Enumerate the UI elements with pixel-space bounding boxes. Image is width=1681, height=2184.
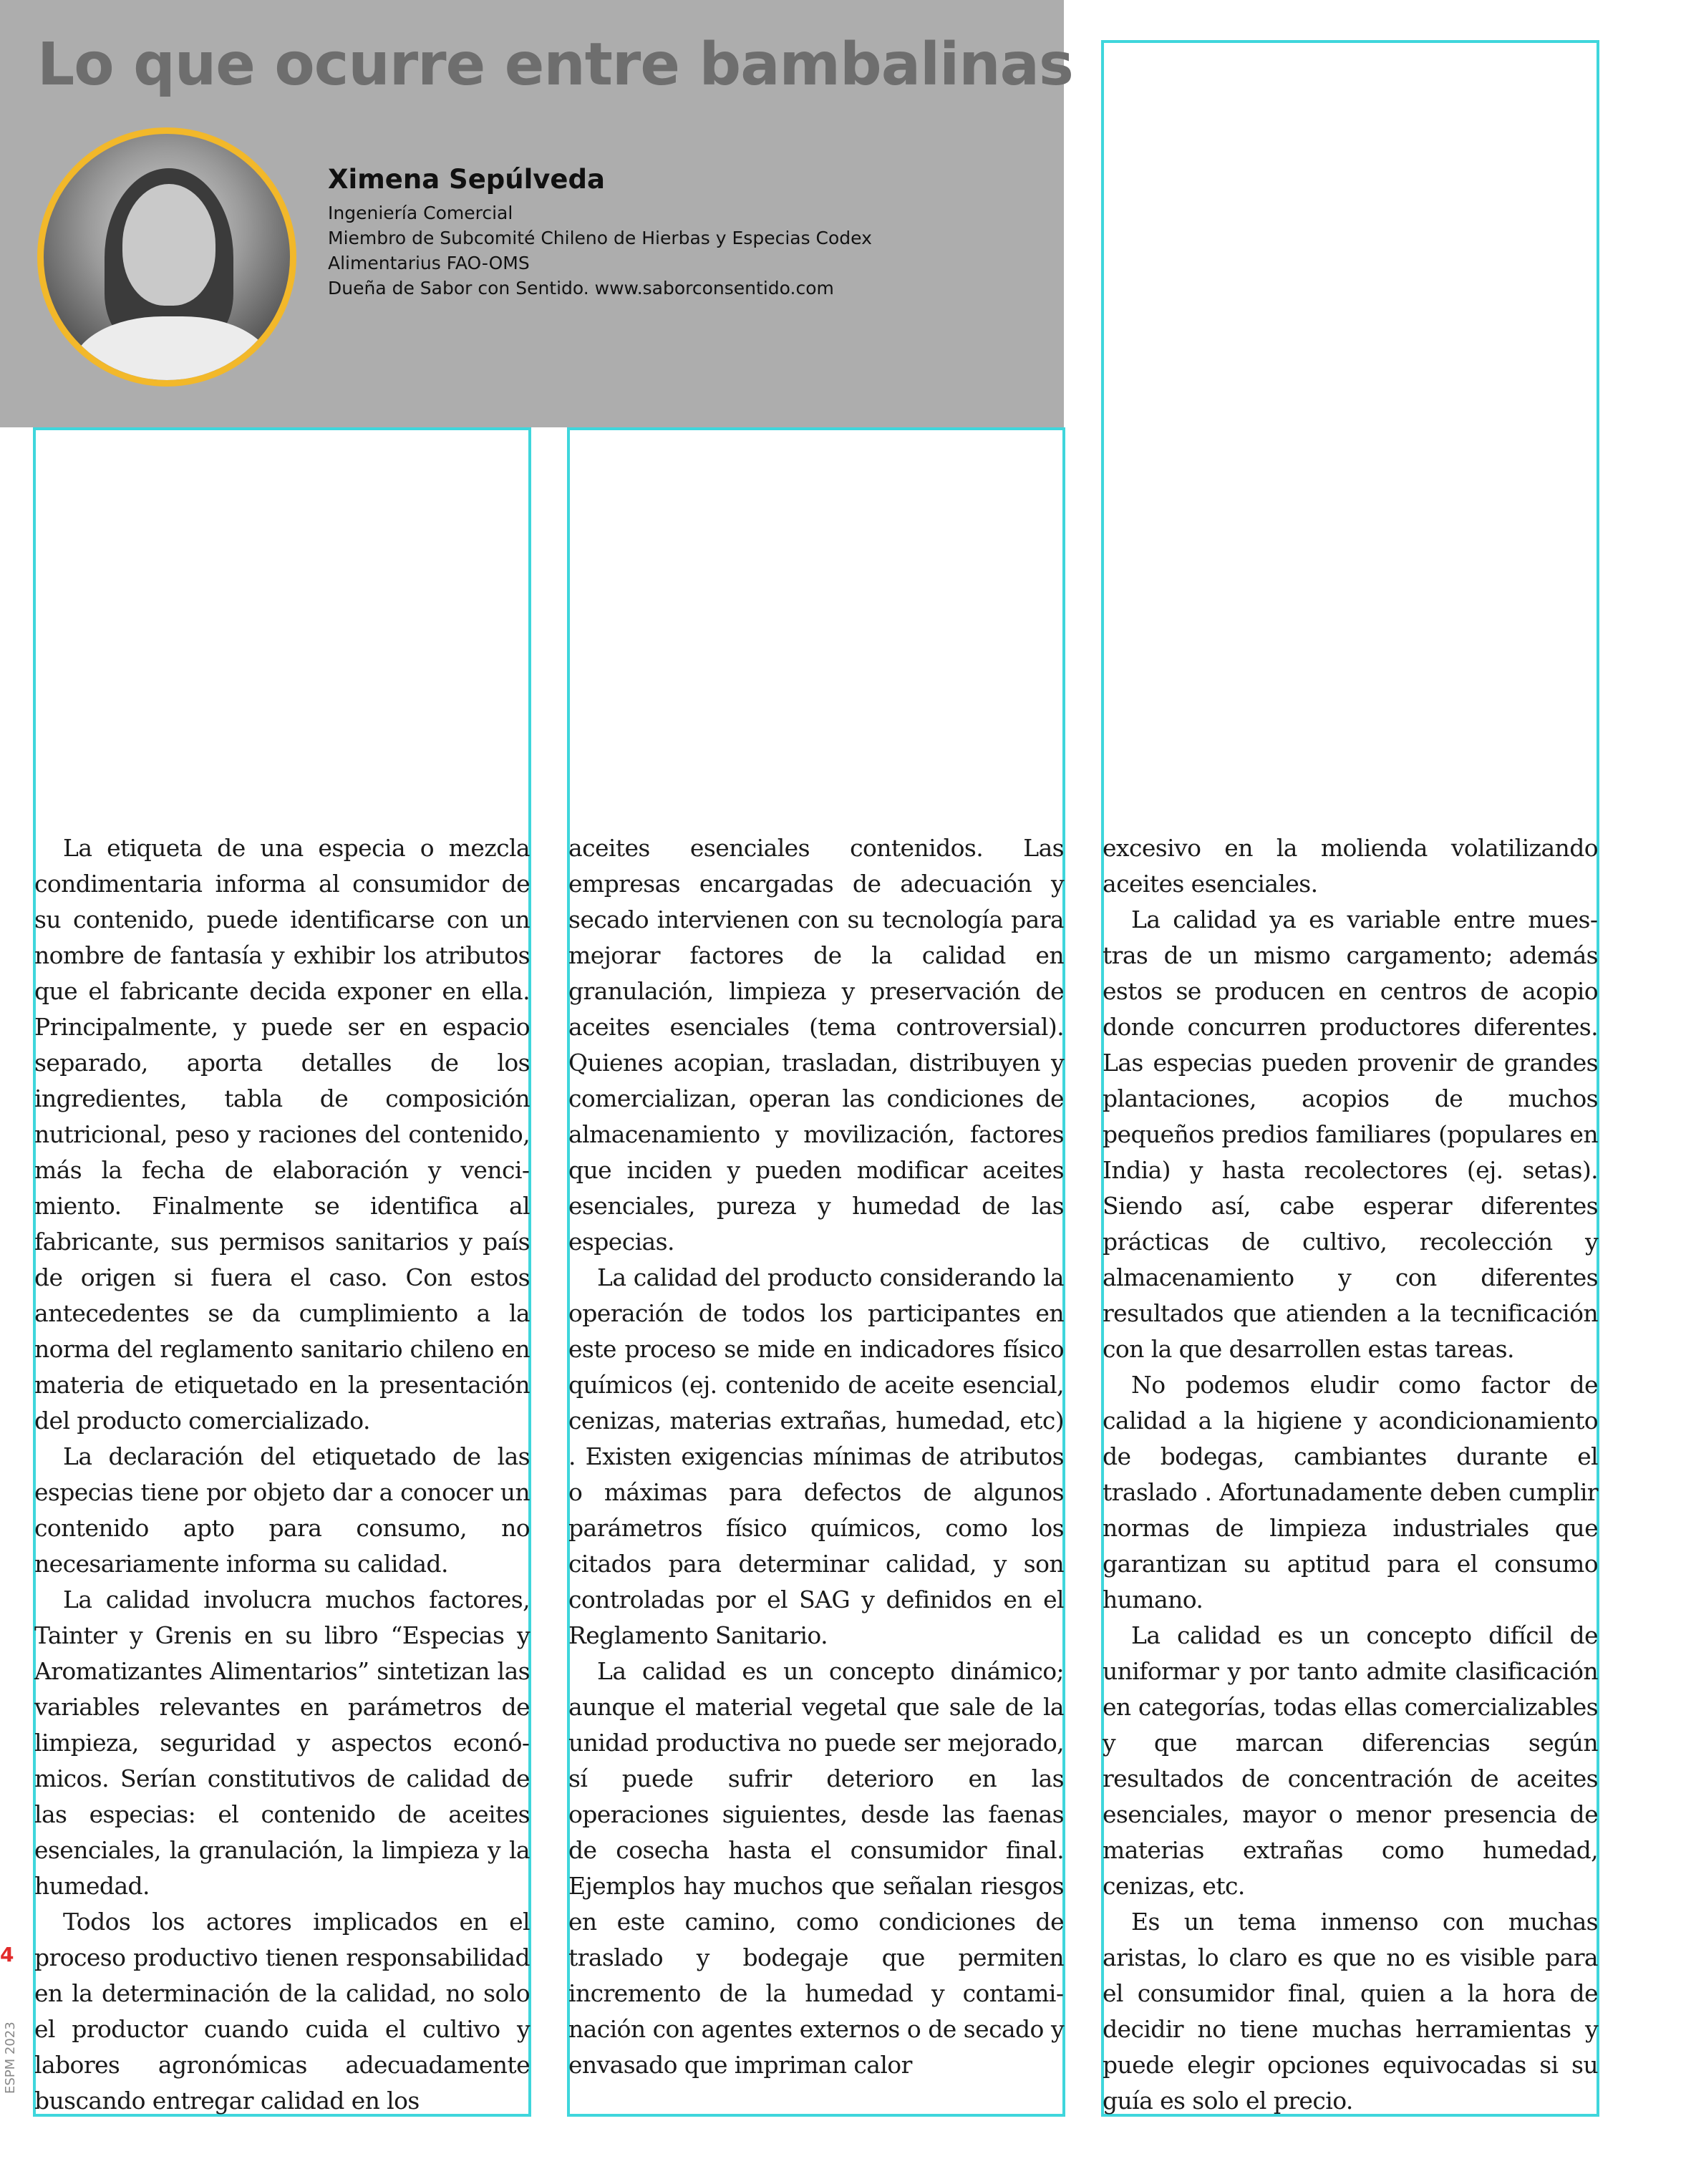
author-credential-line: Ingeniería Comercial	[328, 203, 513, 223]
paragraph: La calidad ya es variable entre muestras de un mismo cargamento; además estos se producen en centros de acopio donde concurren productores diferentes. Las especias pueden provenir de grandes plantaciones, acopios de muchos pequeños predios familiares (populares en India) y hasta recolectores (ej. setas). Siendo así, cabe esperar diferentes prácticas de cultivo, recolección y almacenamiento y con diferentes resultados que atienden a la tecnificación con la que desarrollen estas tareas.	[1103, 906, 1598, 1363]
paragraph: La calidad involucra muchos factores, Tainter y Grenis en su libro “Especias y Aromatizantes Alimentarios” sintetizan las variables relevantes en parámetros de limpieza, seguridad y aspectos económicos. Serían constitutivos de calidad de las especias: el contenido de aceites esenciales, la granulación, la limpieza y la humedad.	[34, 1586, 530, 1900]
author-photo-face	[122, 184, 215, 306]
author-credential-line: Alimentarius FAO-OMS	[328, 253, 530, 273]
author-credential-line: Miembro de Subcomité Chileno de Hierbas y Especias Codex	[328, 228, 872, 248]
page-number: 4	[0, 1943, 14, 1966]
author-credentials	[328, 200, 1044, 301]
paragraph: Todos los actores implicados en el proceso productivo tienen responsabilidad en la determinación de la calidad, no solo el productor cuando cuida el cultivo y labores agronómicas adecuadamente buscando entregar calidad en los	[34, 1908, 530, 2115]
paragraph: La calidad es un concepto difícil de uniformar y por tanto admite clasificación en categorías, todas ellas comercializables y que marcan diferencias según resultados de concentración de aceites esenciales, mayor o menor presencia de materias extrañas como humedad, cenizas, etc.	[1103, 1621, 1598, 1900]
paragraph: No podemos eludir como factor de calidad a la higiene y acondicionamiento de bodegas, cambiantes durante el traslado . Afortunadamente deben cumplir normas de limpieza industriales que garantizan su aptitud para el consumo humano.	[1103, 1371, 1598, 1613]
author-name: Ximena Sepúlveda	[328, 164, 605, 195]
side-folio: ESPM 2023	[3, 2022, 18, 2094]
paragraph: La calidad es un concepto dinámico; aunque el material vegetal que sale de la unidad productiva no puede ser mejorado, sí puede sufrir deterioro en las operaciones siguientes, desde las faenas de cosecha hasta el consumidor final. Ejemplos hay muchos que señalan riesgos en este camino, como condiciones de traslado y bodegaje que permiten incremento de la humedad y contaminación con agentes externos o de secado y envasado que impriman calor	[568, 1657, 1064, 2079]
paragraph: excesivo en la molienda volatilizando aceites esenciales.	[1103, 834, 1598, 898]
author-photo-shirt	[72, 316, 273, 387]
paragraph: aceites esenciales contenidos. Las empresas encargadas de adecuación y secado intervienen con su tecnología para mejorar factores de la calidad en granulación, limpieza y preservación de aceites esenciales (tema controversial). Quienes acopian, trasladan, distribuyen y comercializan, operan las condiciones de almacenamiento y movilización, factores que inciden y pueden modificar aceites esenciales, pureza y humedad de las especias.	[568, 834, 1064, 1256]
article-column-1	[34, 830, 530, 2119]
paragraph: Es un tema inmenso con muchas aristas, lo claro es que no es visible para el consumidor final, quien a la hora de decidir no tiene muchas herramientas y puede elegir opciones equivocadas si su guía es solo el precio.	[1103, 1908, 1598, 2115]
paragraph: La calidad del producto considerando la operación de todos los participantes en este proceso se mide en indicadores físico químicos (ej. contenido de aceite esencial, cenizas, materias extrañas, humedad, etc) . Existen exigencias mínimas de atributos o máximas para defectos de algunos parámetros físico químicos, como los citados para determinar calidad, y son controladas por el SAG y definidos en el Reglamento Sanitario.	[568, 1263, 1064, 1649]
article-title: Lo que ocurre entre bambalinas	[37, 31, 1073, 99]
paragraph: La etiqueta de una especia o mezcla condimentaria informa al consumidor de su contenido, puede identificarse con un nombre de fantasía y exhibir los atributos que el fabricante decida exponer en ella. Principalmente, y puede ser en espacio separado, aporta detalles de los ingredientes, tabla de composición nutricional, peso y raciones del contenido, más la fecha de elaboración y vencimiento. Finalmente se identifica al fabricante, sus permisos sanitarios y país de origen si fuera el caso. Con estos antecedentes se da cumplimiento a la norma del reglamento sanitario chileno en materia de etiquetado en la presentación del producto comercializado.	[34, 834, 530, 1435]
paragraph: La declaración del etiquetado de las especias tiene por objeto dar a conocer un contenido apto para consumo, no necesariamente informa su calidad.	[34, 1442, 530, 1578]
author-credential-line: Dueña de Sabor con Sentido. www.saborconsentido.com	[328, 278, 834, 299]
article-column-3	[1103, 830, 1598, 2119]
author-photo	[37, 127, 296, 387]
article-column-2	[568, 830, 1064, 2083]
